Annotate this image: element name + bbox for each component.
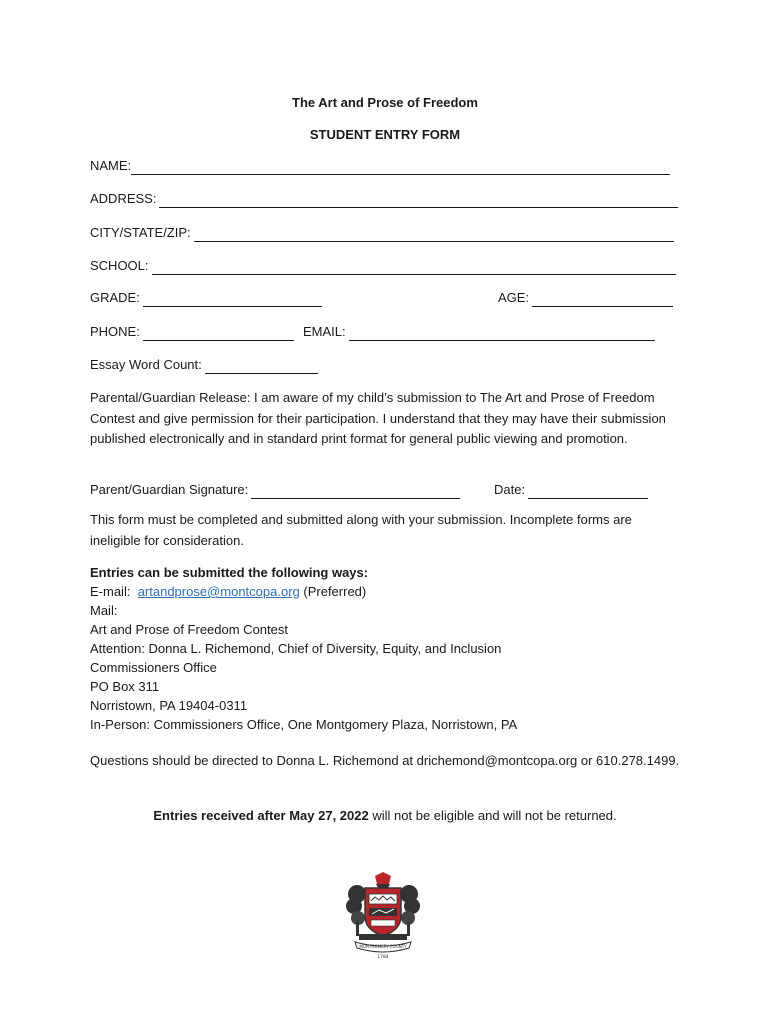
date-label: Date: [494,482,526,497]
address-line: PO Box 311 [90,679,160,694]
submission-email-link[interactable]: artandprose@montcopa.org [137,584,300,599]
date-field[interactable] [528,484,648,499]
word-count-field[interactable] [205,359,318,374]
signature-field[interactable] [251,484,460,499]
address-line: Norristown, PA 19404-0311 [90,698,248,713]
name-field[interactable] [131,160,670,175]
release-paragraph: Parental/Guardian Release: I am aware of my child’s submission to The Art and Prose of Freedom Contest and give permission for their participation. I understand that they may have their submission published electronically and in standard print format for general public viewing and promotion. [90,390,666,446]
grade-field[interactable] [143,292,322,307]
city-field[interactable] [194,227,674,242]
mail-label: Mail: [90,603,118,618]
address-line: Attention: Donna L. Richemond, Chief of Diversity, Equity, and Inclusion [90,641,502,656]
address-label: ADDRESS: [90,191,157,206]
city-label: CITY/STATE/ZIP: [90,225,191,240]
address-line: In-Person: Commissioners Office, One Montgomery Plaza, Norristown, PA [90,717,518,732]
age-row [498,289,673,307]
school-row [90,257,676,275]
phone-field[interactable] [143,326,294,341]
email-prefix: E-mail: [90,584,131,599]
form-title: The Art and Prose of Freedom [292,95,478,110]
email-line [90,582,680,601]
email-suffix: (Preferred) [303,584,367,599]
address-row [90,190,678,208]
notice-paragraph: This form must be completed and submitted along with your submission. Incomplete forms are ineligible for consideration. [90,512,632,548]
submission-heading: Entries can be submitted the following ways: [90,565,369,580]
date-row [494,481,648,499]
questions-paragraph: Questions should be directed to Donna L. Richemond at drichemond@montcopa.org or 610.278.1499. [90,753,680,768]
form-subtitle: STUDENT ENTRY FORM [309,127,461,142]
signature-label: Parent/Guardian Signature: [90,482,249,497]
grade-label: GRADE: [90,290,140,305]
phone-label: PHONE: [90,324,140,339]
deadline-line [0,808,770,823]
school-field[interactable] [152,260,676,275]
word-count-label: Essay Word Count: [90,357,202,372]
grade-row [90,289,322,307]
signature-row [90,481,460,499]
word-count-row [90,356,318,374]
name-row [90,157,670,175]
city-row [90,224,674,242]
email-field[interactable] [349,326,655,341]
county-seal-logo [345,872,421,960]
svg-text:1784: 1784 [377,955,389,960]
phone-row [90,323,294,341]
name-label: NAME: [90,158,132,173]
submission-block [90,563,680,734]
school-label: SCHOOL: [90,258,149,273]
address-line: Art and Prose of Freedom Contest [90,622,288,637]
age-field[interactable] [532,292,673,307]
email-row [303,323,655,341]
svg-text:MONTGOMERY COUNTY: MONTGOMERY COUNTY [359,944,407,949]
email-label: EMAIL: [303,324,346,339]
deadline-bold: Entries received after May 27, 2022 [153,808,369,823]
address-line: Commissioners Office [90,660,217,675]
address-field[interactable] [159,193,678,208]
age-label: AGE: [498,290,530,305]
deadline-rest: will not be eligible and will not be returned. [372,808,617,823]
